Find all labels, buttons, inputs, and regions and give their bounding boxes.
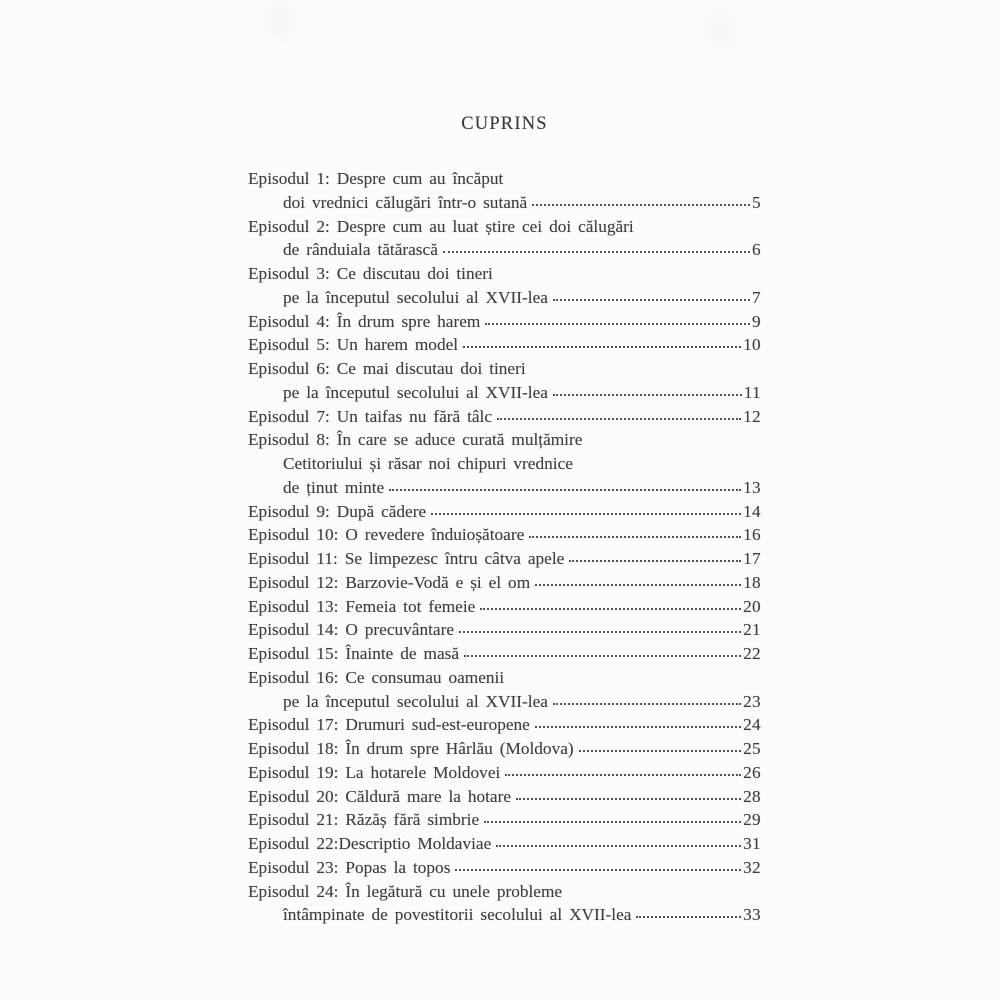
toc-entry-line bbox=[248, 666, 761, 690]
entry-text: Episodul 21: Răzăș fără simbrie bbox=[248, 810, 480, 830]
page-number: 6 bbox=[752, 240, 761, 260]
page-number: 16 bbox=[743, 525, 761, 545]
page-number: 24 bbox=[743, 715, 761, 735]
toc-entry-line bbox=[248, 357, 761, 381]
entry-text: Episodul 5: Un harem model bbox=[248, 335, 459, 355]
entry-text: Episodul 15: Înainte de masă bbox=[248, 644, 460, 663]
entry-text: Episodul 3: Ce discutau doi tineri bbox=[248, 264, 493, 283]
page-number: 25 bbox=[743, 739, 761, 758]
toc-entry-line bbox=[248, 476, 761, 500]
entry-text: Episodul 22: bbox=[248, 834, 339, 853]
dot-leader bbox=[389, 489, 741, 491]
entry-text: de rânduiala tătărască bbox=[283, 240, 438, 260]
entry-text: doi vrednici călugări într-o sutană bbox=[283, 192, 528, 212]
entry-text: Cetitoriului și răsar noi chipuri vrednice bbox=[283, 454, 573, 473]
page-number: 7 bbox=[752, 287, 761, 307]
dot-leader bbox=[579, 750, 741, 752]
toc-entry bbox=[248, 832, 761, 856]
toc-entry bbox=[248, 428, 761, 499]
dot-leader bbox=[431, 513, 741, 515]
page-title: CUPRINS bbox=[461, 114, 548, 134]
dot-leader bbox=[535, 584, 741, 586]
entry-text: Episodul 17: Drumuri sud-est-europene bbox=[248, 715, 530, 735]
page-number: 33 bbox=[743, 905, 761, 925]
dot-leader bbox=[529, 536, 741, 538]
page-number: 18 bbox=[743, 572, 761, 592]
entry-text: Episodul 14: O precuvântare bbox=[248, 620, 454, 640]
dot-leader bbox=[532, 204, 750, 206]
dot-leader bbox=[516, 798, 741, 800]
entry-text: pe la începutul secolului al XVII-lea bbox=[283, 382, 548, 402]
toc-entry-line bbox=[248, 832, 761, 856]
toc-entry-line bbox=[248, 167, 761, 191]
dot-leader bbox=[535, 726, 741, 728]
dot-leader bbox=[505, 774, 741, 776]
toc-entry bbox=[248, 808, 761, 832]
entry-text: Episodul 13: Femeia tot femeie bbox=[248, 596, 476, 616]
toc-entry-line bbox=[248, 215, 761, 239]
toc-entry-line bbox=[248, 405, 761, 429]
table-of-contents bbox=[248, 113, 761, 927]
entry-text: de ținut minte bbox=[283, 477, 385, 497]
dot-leader bbox=[636, 916, 741, 918]
dot-leader bbox=[459, 631, 741, 633]
toc-entry-line bbox=[248, 713, 761, 737]
entry-text: pe la începutul secolului al XVII-lea bbox=[283, 691, 548, 711]
entry-text: întâmpinate de povestitorii secolului al XVII-lea bbox=[283, 905, 632, 925]
entry-text: Episodul 6: Ce mai discutau doi tineri bbox=[248, 359, 526, 378]
page-number: 29 bbox=[743, 810, 761, 830]
entry-text: Episodul 10: O revedere înduioșătoare bbox=[248, 525, 525, 545]
dot-leader bbox=[553, 703, 741, 705]
dot-leader bbox=[463, 346, 741, 348]
toc-entry bbox=[248, 880, 761, 928]
toc-entry-line bbox=[248, 642, 761, 666]
toc-entry-line bbox=[248, 595, 761, 619]
toc-entry bbox=[248, 333, 761, 357]
page-number: 20 bbox=[743, 596, 761, 616]
page-number: 17 bbox=[743, 549, 761, 568]
entry-text: Episodul 12: Barzovie-Vodă e și el om bbox=[248, 572, 531, 592]
toc-entry bbox=[248, 500, 761, 524]
toc-entry-line bbox=[248, 618, 761, 642]
toc-entry-line bbox=[248, 690, 761, 714]
page-number: 32 bbox=[743, 857, 761, 877]
toc-entry-line bbox=[248, 500, 761, 524]
entry-text: Episodul 16: Ce consumau oamenii bbox=[248, 667, 505, 687]
toc-entry-line bbox=[248, 238, 761, 262]
dot-leader bbox=[496, 845, 741, 847]
toc-entry-line bbox=[248, 523, 761, 547]
page-number: 28 bbox=[743, 786, 761, 806]
toc-entry-line bbox=[248, 286, 761, 310]
entry-text: Episodul 24: În legătură cu unele probleme bbox=[248, 881, 563, 901]
entry-text: Episodul 7: Un taifas nu fără tâlc bbox=[248, 406, 493, 426]
page-number: 31 bbox=[743, 834, 761, 853]
page-number: 12 bbox=[743, 406, 761, 426]
page-number: 9 bbox=[752, 311, 761, 331]
toc-entry-line bbox=[248, 547, 761, 571]
entry-text: Episodul 18: În drum spre Hârlău (Moldova) bbox=[248, 739, 574, 758]
toc-entry bbox=[248, 737, 761, 761]
toc-entry-line bbox=[248, 191, 761, 215]
toc-entry-line bbox=[248, 333, 761, 357]
entry-text: Episodul 20: Căldură mare la hotare bbox=[248, 786, 512, 806]
toc-entry-line bbox=[248, 808, 761, 832]
entry-text: Episodul 23: Popas la topos bbox=[248, 857, 451, 877]
toc-entry-line bbox=[248, 571, 761, 595]
page-number: 14 bbox=[743, 501, 761, 521]
toc-entry bbox=[248, 666, 761, 714]
entry-text: Episodul 11: Se limpezesc întru câtva apele bbox=[248, 549, 565, 568]
page-number: 22 bbox=[743, 644, 761, 663]
page-number: 13 bbox=[743, 477, 761, 497]
toc-entry bbox=[248, 571, 761, 595]
toc-entry-line bbox=[248, 903, 761, 927]
page-number: 10 bbox=[743, 335, 761, 355]
toc-entry bbox=[248, 262, 761, 310]
toc-entry bbox=[248, 761, 761, 785]
dot-leader bbox=[497, 418, 741, 420]
toc-entry-list bbox=[248, 167, 761, 927]
toc-entry bbox=[248, 595, 761, 619]
dot-leader bbox=[455, 869, 741, 871]
toc-entry-line bbox=[248, 381, 761, 405]
entry-text: Episodul 9: După cădere bbox=[248, 501, 427, 521]
dot-leader bbox=[484, 821, 741, 823]
toc-entry-line bbox=[248, 262, 761, 286]
page-number: 11 bbox=[743, 382, 761, 402]
dot-leader bbox=[464, 655, 741, 657]
page-number: 26 bbox=[743, 762, 761, 782]
dot-leader bbox=[553, 394, 742, 396]
toc-entry bbox=[248, 215, 761, 263]
page-number: 21 bbox=[743, 620, 761, 640]
page-number: 5 bbox=[752, 192, 761, 212]
toc-entry bbox=[248, 713, 761, 737]
toc-entry-line bbox=[248, 785, 761, 809]
entry-text: Episodul 2: Despre cum au luat știre cei doi călugări bbox=[248, 216, 634, 236]
dot-leader bbox=[443, 251, 750, 253]
toc-entry-line bbox=[248, 428, 761, 452]
toc-entry-line bbox=[248, 737, 761, 761]
toc-entry bbox=[248, 167, 761, 215]
toc-entry bbox=[248, 523, 761, 547]
toc-entry bbox=[248, 856, 761, 880]
toc-entry bbox=[248, 618, 761, 642]
toc-entry bbox=[248, 547, 761, 571]
toc-entry-line bbox=[248, 761, 761, 785]
entry-italic-title: Descriptio Moldaviae bbox=[338, 834, 492, 853]
entry-text: Episodul 4: În drum spre harem bbox=[248, 311, 481, 331]
toc-entry bbox=[248, 785, 761, 809]
toc-entry bbox=[248, 310, 761, 334]
toc-entry-line bbox=[248, 310, 761, 334]
toc-entry-line bbox=[248, 856, 761, 880]
entry-text: pe la începutul secolului al XVII-lea bbox=[283, 287, 548, 307]
page-number: 23 bbox=[743, 691, 761, 711]
dot-leader bbox=[569, 560, 741, 562]
entry-text: Episodul 19: La hotarele Moldovei bbox=[248, 762, 501, 782]
toc-entry-line bbox=[248, 452, 761, 476]
toc-entry bbox=[248, 405, 761, 429]
toc-entry-line bbox=[248, 880, 761, 904]
dot-leader bbox=[485, 323, 750, 325]
dot-leader bbox=[553, 299, 750, 301]
entry-text: Episodul 1: Despre cum au încăput bbox=[248, 169, 504, 188]
entry-text: Episodul 8: În care se aduce curată mulțămire bbox=[248, 430, 583, 450]
toc-entry bbox=[248, 357, 761, 405]
toc-entry bbox=[248, 642, 761, 666]
dot-leader bbox=[480, 608, 741, 610]
